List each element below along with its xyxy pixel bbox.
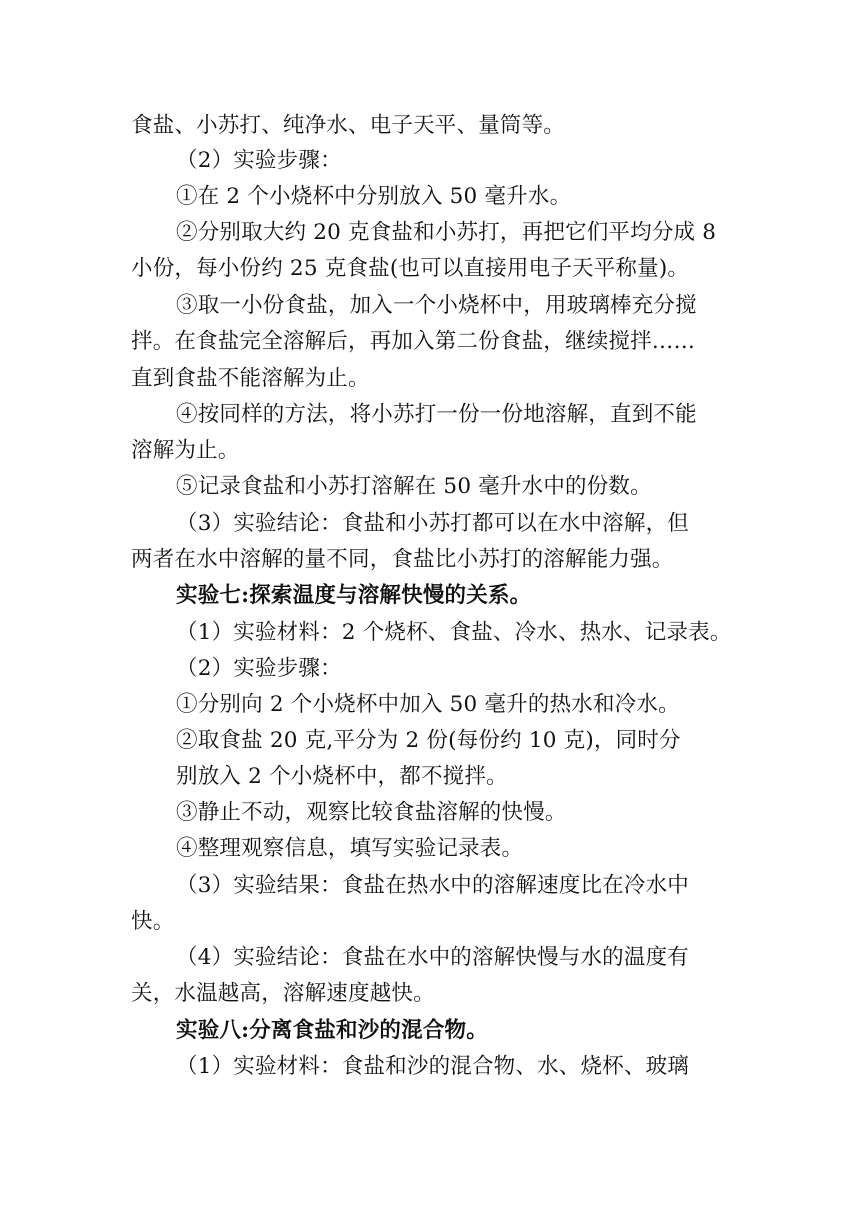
step-3: ③静止不动，观察比较食盐溶解的快慢。 (176, 800, 567, 825)
step-4-cont: 溶解为止。 (131, 438, 240, 463)
result-cont: 快。 (131, 909, 175, 934)
step-4: ④按同样的方法，将小苏打一份一份地溶解，直到不能 (176, 402, 697, 427)
step-3-cont: 拌。在食盐完全溶解后，再加入第二份食盐，继续搅拌…… (131, 329, 696, 354)
section-heading-steps: （2）实验步骤： (176, 656, 342, 681)
materials: （1）实验材料：2 个烧杯、食盐、冷水、热水、记录表。 (176, 620, 732, 645)
step-4: ④整理观察信息，填写实验记录表。 (176, 836, 524, 861)
step-3: ③取一小份食盐，加入一个小烧杯中，用玻璃棒充分搅 (176, 293, 697, 318)
result: （3）实验结果：食盐在热水中的溶解速度比在冷水中 (176, 873, 689, 898)
step-1: ①在 2 个小烧杯中分别放入 50 毫升水。 (176, 184, 572, 209)
section-heading-steps: （2）实验步骤： (176, 148, 342, 173)
step-3-cont: 直到食盐不能溶解为止。 (131, 366, 370, 391)
step-2: ②分别取大约 20 克食盐和小苏打，再把它们平均分成 8 (176, 220, 717, 245)
conclusion: （4）实验结论：食盐在水中的溶解快慢与水的温度有 (176, 945, 689, 970)
experiment-7-heading: 实验七:探索温度与溶解快慢的关系。 (176, 583, 532, 608)
materials: （1）实验材料：食盐和沙的混合物、水、烧杯、玻璃 (176, 1054, 689, 1079)
conclusion: （3）实验结论：食盐和小苏打都可以在水中溶解，但 (176, 511, 689, 536)
step-5: ⑤记录食盐和小苏打溶解在 50 毫升水中的份数。 (176, 474, 652, 499)
conclusion-cont: 关，水温越高，溶解速度越快。 (131, 981, 435, 1006)
step-2-cont: 小份，每小份约 25 克食盐(也可以直接用电子天平称量)。 (131, 256, 690, 281)
step-2-cont: 别放入 2 个小烧杯中，都不搅拌。 (176, 764, 508, 789)
conclusion-cont: 两者在水中溶解的量不同，食盐比小苏打的溶解能力强。 (131, 547, 674, 572)
text-line: 食盐、小苏打、纯净水、电子天平、量筒等。 (131, 113, 566, 138)
experiment-8-heading: 实验八:分离食盐和沙的混合物。 (176, 1018, 488, 1043)
step-1: ①分别向 2 个小烧杯中加入 50 毫升的热水和冷水。 (176, 692, 680, 717)
step-2: ②取食盐 20 克,平分为 2 份(每份约 10 克)，同时分 (176, 728, 681, 753)
